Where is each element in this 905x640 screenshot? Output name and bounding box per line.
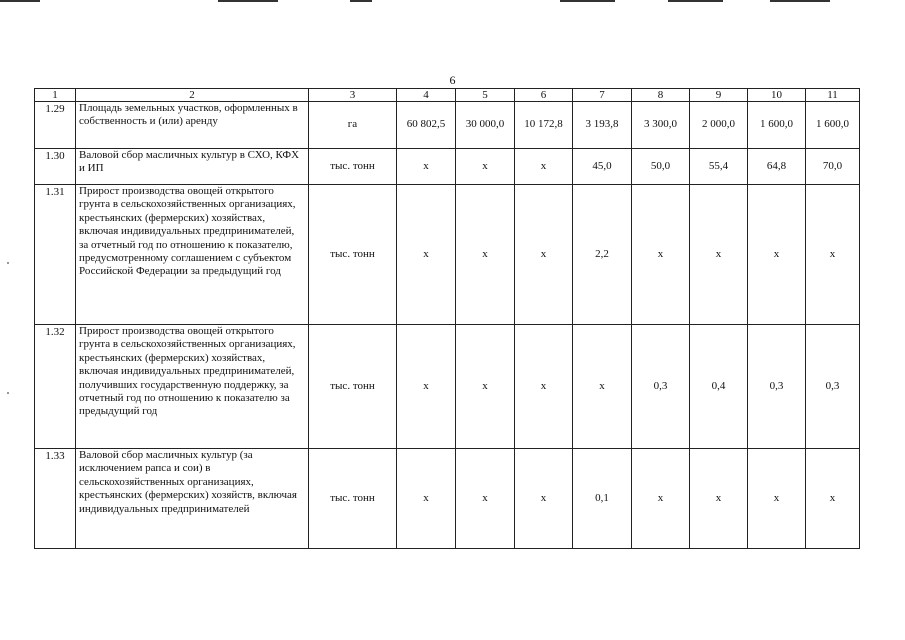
value-cell: 45,0: [573, 149, 632, 185]
unit-cell: га: [309, 102, 397, 149]
column-header: 2: [76, 89, 309, 102]
indicator-name: Валовой сбор масличных культур в СХО, КФХ и ИП: [76, 149, 309, 185]
value-cell: х: [397, 449, 456, 549]
page-number: 6: [449, 73, 456, 87]
value-cell: х: [632, 449, 690, 549]
table-row: [35, 449, 860, 549]
indicator-name: Прирост производства овощей открытого грунта в сельскохозяйственных организациях, крестьянских (фермерских) хозяйствах, включая индивидуальных предпринимателей, получивших государственную поддержку, за отчетный год по отношению к показателю за предыдущий год: [76, 325, 309, 449]
value-cell: х: [397, 185, 456, 325]
value-cell: х: [515, 325, 573, 449]
value-cell: х: [397, 325, 456, 449]
value-cell: 1 600,0: [806, 102, 860, 149]
column-header: 1: [35, 89, 76, 102]
value-cell: 0,3: [748, 325, 806, 449]
value-cell: 1 600,0: [748, 102, 806, 149]
value-cell: 10 172,8: [515, 102, 573, 149]
top-scan-line: [668, 0, 723, 2]
value-cell: 2 000,0: [690, 102, 748, 149]
row-number: 1.32: [35, 325, 76, 449]
row-number: 1.33: [35, 449, 76, 549]
value-cell: х: [456, 185, 515, 325]
unit-cell: тыс. тонн: [309, 449, 397, 549]
unit-cell: тыс. тонн: [309, 185, 397, 325]
value-cell: х: [690, 449, 748, 549]
value-cell: 3 300,0: [632, 102, 690, 149]
scan-speck: [7, 262, 9, 264]
column-header: 5: [456, 89, 515, 102]
scan-speck: [7, 392, 9, 394]
value-cell: х: [456, 325, 515, 449]
value-cell: х: [573, 325, 632, 449]
value-cell: 0,3: [632, 325, 690, 449]
row-number: 1.30: [35, 149, 76, 185]
value-cell: 50,0: [632, 149, 690, 185]
value-cell: х: [456, 449, 515, 549]
value-cell: 3 193,8: [573, 102, 632, 149]
value-cell: х: [515, 185, 573, 325]
column-header: 11: [806, 89, 860, 102]
table-row: [35, 185, 860, 325]
top-scan-line: [770, 0, 830, 2]
unit-cell: тыс. тонн: [309, 149, 397, 185]
value-cell: 0,4: [690, 325, 748, 449]
value-cell: х: [515, 449, 573, 549]
table-row: [35, 102, 860, 149]
indicator-name: Валовой сбор масличных культур (за исключением рапса и сои) в сельскохозяйственных организациях, крестьянских (фермерских) хозяйств, включая индивидуальных предпринимателей: [76, 449, 309, 549]
unit-cell: тыс. тонн: [309, 325, 397, 449]
value-cell: х: [806, 185, 860, 325]
value-cell: х: [806, 449, 860, 549]
indicator-name: Прирост производства овощей открытого грунта в сельскохозяйственных организациях, крестьянских (фермерских) хозяйствах, включая индивидуальных предпринимателей, за отчетный год по отношению к показателю, предусмотренному соглашением с субъектом Российской Федерации за предыдущий год: [76, 185, 309, 325]
top-scan-line: [0, 0, 40, 2]
column-header: 3: [309, 89, 397, 102]
value-cell: 70,0: [806, 149, 860, 185]
header-row: [35, 89, 860, 102]
value-cell: х: [397, 149, 456, 185]
value-cell: 30 000,0: [456, 102, 515, 149]
top-scan-line: [218, 0, 278, 2]
top-scan-line: [350, 0, 372, 2]
value-cell: х: [690, 185, 748, 325]
value-cell: 0,1: [573, 449, 632, 549]
indicator-name: Площадь земельных участков, оформленных в собственность и (или) аренду: [76, 102, 309, 149]
row-number: 1.29: [35, 102, 76, 149]
value-cell: 64,8: [748, 149, 806, 185]
value-cell: 0,3: [806, 325, 860, 449]
column-header: 6: [515, 89, 573, 102]
value-cell: х: [632, 185, 690, 325]
value-cell: 2,2: [573, 185, 632, 325]
table-row: [35, 325, 860, 449]
row-number: 1.31: [35, 185, 76, 325]
table-row: [35, 149, 860, 185]
column-header: 7: [573, 89, 632, 102]
column-header: 4: [397, 89, 456, 102]
column-header: 9: [690, 89, 748, 102]
column-header: 8: [632, 89, 690, 102]
value-cell: х: [456, 149, 515, 185]
value-cell: 60 802,5: [397, 102, 456, 149]
value-cell: х: [748, 185, 806, 325]
value-cell: х: [748, 449, 806, 549]
value-cell: 55,4: [690, 149, 748, 185]
indicators-table: [34, 88, 860, 549]
top-scan-line: [560, 0, 615, 2]
column-header: 10: [748, 89, 806, 102]
value-cell: х: [515, 149, 573, 185]
